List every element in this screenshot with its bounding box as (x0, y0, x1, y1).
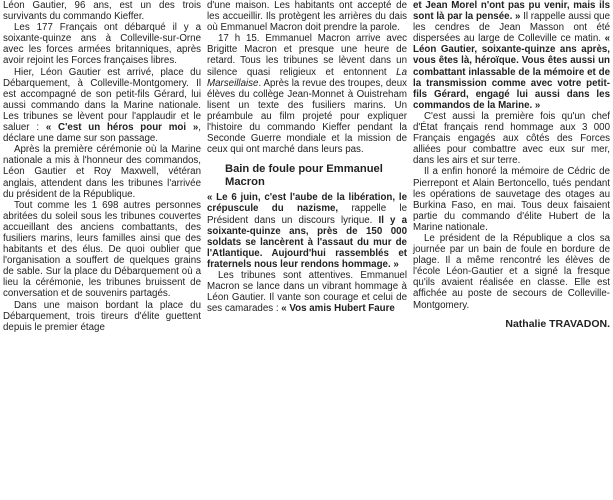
paragraph (207, 33, 407, 155)
paragraph: Les 177 Français ont débarqué il y a soixante-quinze ans à Colleville-sur-Orne avec les forces armées britanniques, après avoir rejoint les Forces françaises libres. (3, 22, 201, 67)
paragraph (207, 270, 407, 314)
paragraph-intro: Léon Gautier, 96 ans, est un des trois survivants du commando Kieffer. (3, 0, 201, 23)
paragraph: Le président de la République a clos sa journée par un bain de foule en bordure de plage. Il a même rencontré les élèves de l'école Léon-Gautier et a signé la fresque qu'ils avaient réalisée en classe. Elle est affichée au poste de secours de Colleville-Montgomery. (413, 232, 610, 311)
subheading: Bain de foule pour Emmanuel Macron (225, 163, 383, 188)
text-run: . Après la revue des troupes, deux élèves du collège Jean-Monnet à Ouistreham lisent un texte des fusiliers marins. Un préambule au film projeté pour expliquer l'histoire du commando Kieffer pendant la Seconde Guerre mondiale et la mission de ceux qui ont marché dans leurs pas. (207, 77, 407, 156)
paragraph: Après la première cérémonie où la Marine nationale a mis à l'honneur des commandos, Léon Gautier et Roy Maxwell, vétéran anglais, attendent dans les tribunes l'arrivée du président de la République. (3, 144, 201, 200)
quote-bold: « Léon Gautier, soixante-quinze ans après, vous êtes là, héroïque. Vous êtes aussi un combattant inlassable de la mémoire et de la transmission comme avec votre petit-fils Gérard, engagé lui aussi dans les commandos de la Marine. » (413, 33, 610, 111)
text-run: 17 h 15. Emmanuel Macron arrive avec Brigitte Macron et presque une heure de retard. Tous les tribunes se lèvent dans un silence quasi religieux et entonnent (207, 33, 407, 78)
song-title: La Marseillaise (207, 66, 407, 89)
paragraph: Tout comme les 1 698 autres personnes abritées du soleil sous les tribunes couvertes accueillant des anciens combattants, des fusiliers marins, leurs familles ainsi que des habitants et des élus. De quoi oublier que l'organisation a souffert de quelques grains de sable. Sur la place du Débarquement où a lieu la cérémonie, les tribunes bruissent de conversation et de souvenirs partagés. (3, 199, 201, 300)
quote-bold: et Jean Morel n'ont pas pu venir, mais ils sont là par la pensée. » (413, 0, 610, 23)
paragraph: C'est aussi la première fois qu'un chef d'État français rend hommage aux 3 000 Français engagés aux côtés des Forces alliées pour combattre avec eux sur mer, dans les airs et sur terre. (413, 110, 610, 167)
quote-bold: « Le 6 juin, c'est l'aube de la libération, le crépuscule du nazisme, (207, 192, 407, 215)
quote-bold: « C'est un héros pour moi » (45, 122, 199, 134)
quote-bold: « Vos amis Hubert Faure (281, 303, 395, 315)
paragraph (207, 192, 407, 270)
column-1 (3, 0, 201, 333)
quote-bold: Il y a soixante-quinze ans, près de 150 000 soldats se lancèrent à l'assaut du mur de l'Atlantique. Aujourd'hui rassemblés et fraternels nous leur rendons hommage. » (207, 214, 407, 270)
paragraph (413, 0, 610, 111)
paragraph: Il a enfin honoré la mémoire de Cédric de Pierrepont et Alain Bertoncello, tués pendant les opérations de sauvetage des otages au Burkina Faso, en mai. Tous deux faisaient partie du commando d'élite Hubert de la Marine nationale. (413, 166, 610, 233)
column-3 (413, 0, 610, 330)
text-run: Hier, Léon Gautier est arrivé, place du Débarquement, à Colleville-Montgomery. Il est accompagné de son petit-fils Gérard, lui aussi commando dans la Marine nationale. Les tribunes se lèvent pour l'applaudir et le saluer : (3, 66, 201, 134)
text-run: Les tribunes sont attentives. Emmanuel Macron se lance dans un vibrant hommage à Léon Gautier. Il vante son courage et celui de ses camarades : (207, 269, 407, 315)
paragraph: d'une maison. Les habitants ont accepté de les accueillir. Ils protègent les arrières du dais où Emmanuel Macron doit prendre la parole. (207, 0, 407, 34)
author-signature: Nathalie TRAVADON. (505, 317, 610, 330)
paragraph (3, 67, 201, 145)
paragraph: Dans une maison bordant la place du Débarquement, trois tireurs d'élite guettent depuis le premier étage (3, 299, 201, 333)
text-run: rappelle le Président dans un discours lyrique. (207, 203, 408, 226)
text-run: Il rappelle aussi que les cendres de Jean Masson ont été dispersées au large de Colleville ce matin. (413, 11, 611, 45)
column-2 (207, 0, 407, 314)
text-run: , déclare une dame sur son passage. (3, 122, 201, 145)
